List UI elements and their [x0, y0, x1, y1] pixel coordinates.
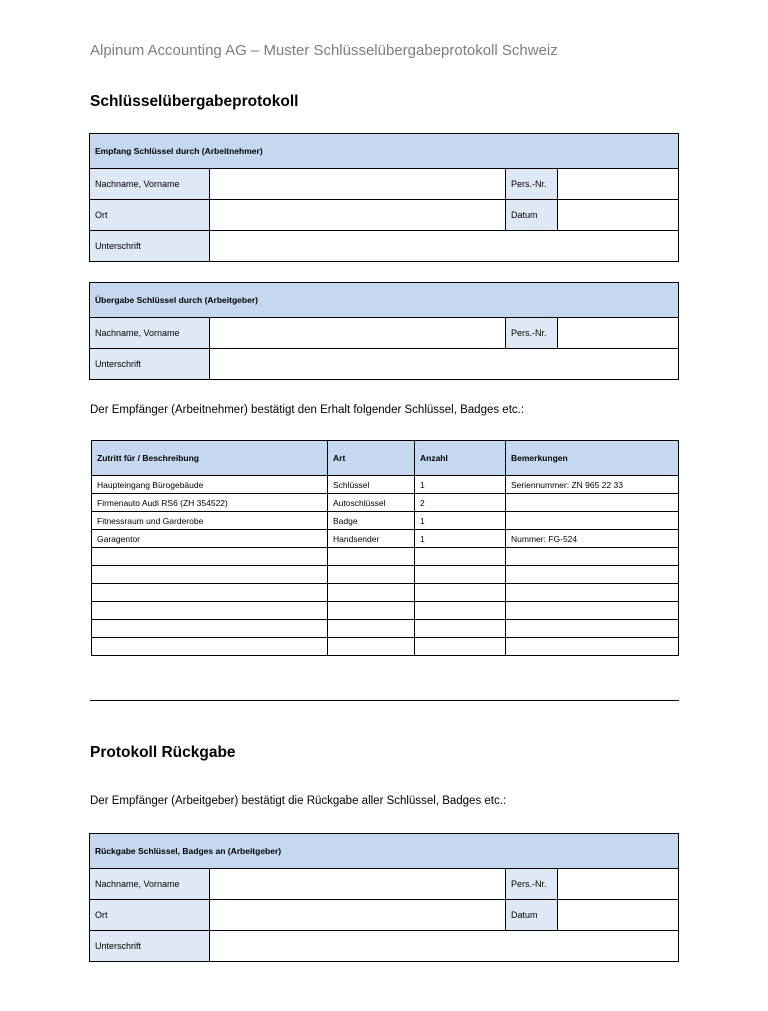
table-row — [92, 512, 679, 530]
empfang-datum-label: Datum — [506, 200, 558, 231]
empfang-datum-field[interactable] — [558, 200, 679, 231]
items-cell-bemerkungen[interactable] — [506, 602, 679, 620]
table-row — [92, 494, 679, 512]
items-cell-art[interactable]: Schlüssel — [328, 476, 415, 494]
items-cell-art[interactable] — [328, 638, 415, 656]
items-cell-beschreibung[interactable] — [92, 638, 328, 656]
items-cell-beschreibung[interactable] — [92, 566, 328, 584]
items-cell-beschreibung[interactable]: Haupteingang Bürogebäude — [92, 476, 328, 494]
items-col-beschreibung: Zutritt für / Beschreibung — [92, 441, 328, 476]
items-cell-anzahl[interactable] — [415, 566, 506, 584]
items-cell-bemerkungen[interactable] — [506, 620, 679, 638]
uebergabe-name-field[interactable] — [210, 318, 506, 349]
rueckgabe-form — [89, 833, 679, 962]
items-cell-art[interactable]: Autoschlüssel — [328, 494, 415, 512]
items-cell-beschreibung[interactable] — [92, 584, 328, 602]
section-divider — [90, 700, 679, 701]
items-cell-bemerkungen[interactable] — [506, 494, 679, 512]
empfang-header: Empfang Schlüssel durch (Arbeitnehmer) — [90, 134, 679, 169]
items-cell-anzahl[interactable] — [415, 602, 506, 620]
items-cell-art[interactable]: Handsender — [328, 530, 415, 548]
items-col-art: Art — [328, 441, 415, 476]
items-cell-art[interactable] — [328, 566, 415, 584]
rueckgabe-persnr-field[interactable] — [558, 869, 679, 900]
empfang-form — [89, 133, 679, 262]
rueckgabe-name-field[interactable] — [210, 869, 506, 900]
items-cell-beschreibung[interactable]: Fitnessraum und Garderobe — [92, 512, 328, 530]
table-row — [92, 548, 679, 566]
empfang-persnr-field[interactable] — [558, 169, 679, 200]
rueckgabe-confirmation-text: Der Empfänger (Arbeitgeber) bestätigt die Rückgabe aller Schlüssel, Badges etc.: — [90, 795, 507, 807]
items-cell-bemerkungen[interactable] — [506, 584, 679, 602]
table-row — [92, 476, 679, 494]
table-row — [92, 584, 679, 602]
items-cell-beschreibung[interactable]: Firmenauto Audi RS6 (ZH 354522) — [92, 494, 328, 512]
table-row — [92, 566, 679, 584]
rueckgabe-persnr-label: Pers.-Nr. — [506, 869, 558, 900]
rueckgabe-unterschrift-label: Unterschrift — [90, 931, 210, 962]
items-cell-bemerkungen[interactable]: Nummer: FG-524 — [506, 530, 679, 548]
items-cell-bemerkungen[interactable] — [506, 566, 679, 584]
document-header: Alpinum Accounting AG – Muster Schlüsselübergabeprotokoll Schweiz — [90, 42, 558, 59]
uebergabe-form — [89, 282, 679, 380]
items-cell-bemerkungen[interactable] — [506, 512, 679, 530]
items-cell-beschreibung[interactable]: Garagentor — [92, 530, 328, 548]
items-cell-art[interactable] — [328, 602, 415, 620]
items-col-anzahl: Anzahl — [415, 441, 506, 476]
items-cell-anzahl[interactable]: 1 — [415, 530, 506, 548]
items-cell-art[interactable]: Badge — [328, 512, 415, 530]
empfang-name-label: Nachname, Vorname — [90, 169, 210, 200]
items-cell-anzahl[interactable] — [415, 638, 506, 656]
table-row — [92, 638, 679, 656]
items-cell-anzahl[interactable]: 1 — [415, 476, 506, 494]
section-title-uebergabe: Schlüsselübergabeprotokoll — [90, 93, 299, 110]
uebergabe-header: Übergabe Schlüssel durch (Arbeitgeber) — [90, 283, 679, 318]
uebergabe-unterschrift-label: Unterschrift — [90, 349, 210, 380]
items-cell-anzahl[interactable] — [415, 620, 506, 638]
empfang-unterschrift-label: Unterschrift — [90, 231, 210, 262]
empfang-unterschrift-field[interactable] — [210, 231, 679, 262]
uebergabe-persnr-label: Pers.-Nr. — [506, 318, 558, 349]
items-cell-art[interactable] — [328, 620, 415, 638]
table-row — [92, 602, 679, 620]
rueckgabe-header: Rückgabe Schlüssel, Badges an (Arbeitgeber) — [90, 834, 679, 869]
rueckgabe-ort-label: Ort — [90, 900, 210, 931]
empfang-ort-field[interactable] — [210, 200, 506, 231]
uebergabe-name-label: Nachname, Vorname — [90, 318, 210, 349]
empfang-confirmation-text: Der Empfänger (Arbeitnehmer) bestätigt den Erhalt folgender Schlüssel, Badges etc.: — [90, 404, 525, 416]
uebergabe-unterschrift-field[interactable] — [210, 349, 679, 380]
rueckgabe-unterschrift-field[interactable] — [210, 931, 679, 962]
items-cell-anzahl[interactable]: 1 — [415, 512, 506, 530]
table-row — [92, 530, 679, 548]
items-cell-art[interactable] — [328, 548, 415, 566]
section-title-rueckgabe: Protokoll Rückgabe — [90, 744, 236, 761]
rueckgabe-ort-field[interactable] — [210, 900, 506, 931]
items-cell-bemerkungen[interactable]: Seriennummer: ZN 965 22 33 — [506, 476, 679, 494]
uebergabe-persnr-field[interactable] — [558, 318, 679, 349]
items-table — [91, 440, 679, 656]
empfang-ort-label: Ort — [90, 200, 210, 231]
rueckgabe-name-label: Nachname, Vorname — [90, 869, 210, 900]
items-col-bemerkungen: Bemerkungen — [506, 441, 679, 476]
items-cell-anzahl[interactable] — [415, 584, 506, 602]
rueckgabe-datum-field[interactable] — [558, 900, 679, 931]
empfang-persnr-label: Pers.-Nr. — [506, 169, 558, 200]
items-cell-bemerkungen[interactable] — [506, 638, 679, 656]
rueckgabe-datum-label: Datum — [506, 900, 558, 931]
items-cell-beschreibung[interactable] — [92, 602, 328, 620]
items-cell-beschreibung[interactable] — [92, 548, 328, 566]
items-cell-art[interactable] — [328, 584, 415, 602]
items-cell-beschreibung[interactable] — [92, 620, 328, 638]
items-cell-anzahl[interactable]: 2 — [415, 494, 506, 512]
empfang-name-field[interactable] — [210, 169, 506, 200]
items-cell-anzahl[interactable] — [415, 548, 506, 566]
items-cell-bemerkungen[interactable] — [506, 548, 679, 566]
table-row — [92, 620, 679, 638]
